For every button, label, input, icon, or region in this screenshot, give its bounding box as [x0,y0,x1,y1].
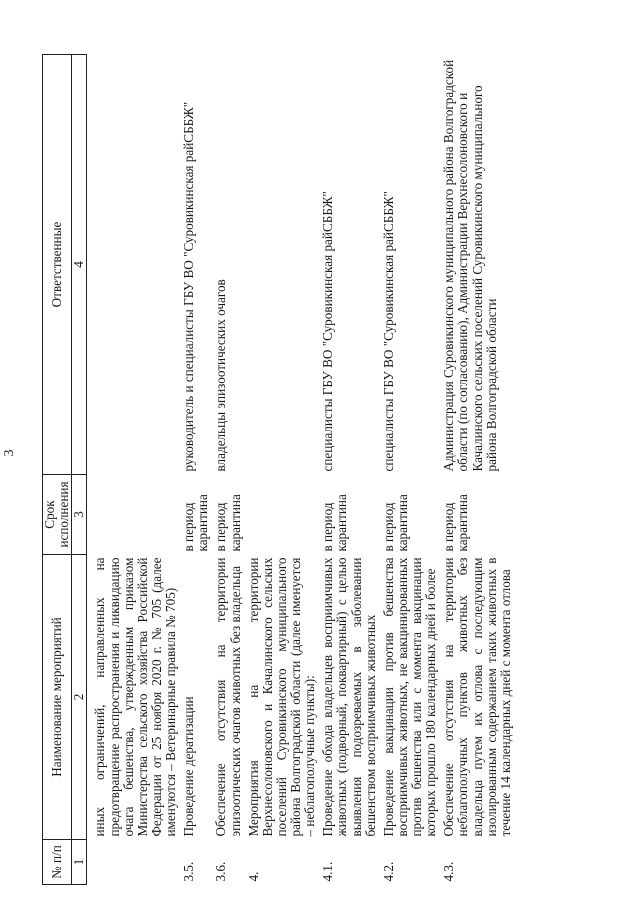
page-number: 3 [2,449,17,457]
row-term: в период карантина [320,494,350,552]
column-number: 2 [72,555,87,840]
row-number [87,840,178,885]
row-responsible: Администрация Суровикинского муниципального района Волгоградской области (по согласованию), Администрации Верхнесолоновского и Качалинского сельских поселений Суровикинского муниципального района Волгоградской области [441,59,499,472]
header-num: № п/п [43,840,72,885]
row-number: 4. [245,871,261,882]
row-measure: Проведение обхода владельцев восприимчивых животных (подворный, поквартирный) с целью выявления подозреваемых в заболевании бешенством восприимчивых животных [320,557,378,837]
header-responsible: Ответственные [43,55,72,475]
row-measure: иных ограничений, направленных на предотвращение распространения и ликвидацию очага бешенства, утвержденным приказом Министерства сельского хозяйства Российской Федерации от 25 ноября 2020 г. № 705 (далее именуются – Ветеринарные правила № 705) [92,557,178,837]
row-term: в период карантина [380,494,410,552]
row-measure: Проведение дератизации [181,696,197,837]
table-row [87,55,178,885]
column-number: 3 [72,475,87,555]
header-term-line1: Срок [42,500,57,529]
row-term: в период карантина [441,494,471,552]
table-row [438,55,513,885]
column-number: 1 [72,840,87,885]
row-responsible: специалисты ГБУ ВО "Суровикинская райСББЖ" [380,191,396,472]
row-term [87,475,178,555]
row-term: в период карантина [181,494,211,552]
row-number: 3.5. [181,861,197,882]
header-name: Наименование мероприятий [43,555,72,840]
row-responsible: специалисты ГБУ ВО "Суровикинская райСББЖ" [320,191,336,472]
table-row [317,55,378,885]
row-responsible: владельцы эпизоотических очагов [213,279,229,472]
table-row [178,55,210,885]
measures-table [42,54,513,885]
row-number: 4.3. [441,861,457,882]
table-row [210,55,242,885]
row-term [243,475,318,555]
header-term [43,475,72,555]
table-header-row [43,55,72,885]
row-responsible [243,55,318,475]
row-number: 3.6. [213,861,229,882]
row-measure: Проведение вакцинации против бешенства восприимчивых животных, не вакцинированных против бешенства или с момента вакцинации которых прошло 180 календарных дней и более [380,557,439,837]
row-responsible: руководитель и специалисты ГБУ ВО "Суровикинская райСББЖ" [181,101,197,472]
row-measure: Обеспечение отсутствия на территории эпизоотических очагов животных без владельца [213,557,243,837]
row-term: в период карантина [213,494,243,552]
row-measure: Обеспечение отсутствия на территории неблагополучных пунктов животных без владельца путем их отлова с последующим изолированным содержанием таких животных в течение 14 календарных дней с момента отлова [441,557,513,837]
table-row [243,55,318,885]
row-number: 4.1. [320,861,336,882]
row-number: 4.2. [380,861,396,882]
column-number: 4 [72,55,87,475]
header-term-line2: исполнения [56,481,72,548]
table-row [378,55,439,885]
column-numbers-row [72,55,87,885]
row-responsible [87,55,178,475]
row-measure: Мероприятия на территории Верхнесолоновского и Качалинского сельских поселений Суровикинского муниципального района Волгоградской области (далее именуется – неблагополучные пункты): [245,557,318,837]
